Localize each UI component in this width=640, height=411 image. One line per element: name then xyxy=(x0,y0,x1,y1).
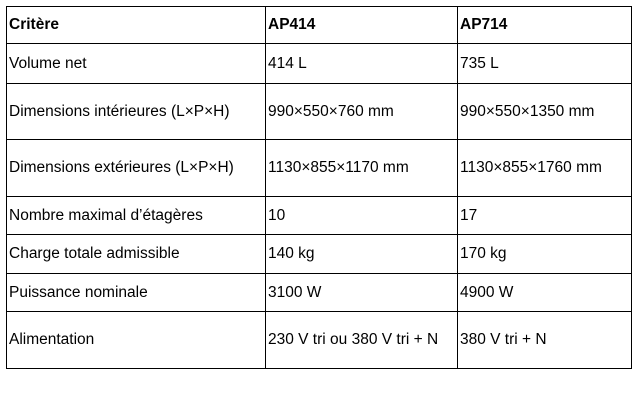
row-label: Dimensions intérieures (L×P×H) xyxy=(7,84,266,140)
row-label: Dimensions extérieures (L×P×H) xyxy=(7,140,266,197)
table-row xyxy=(7,197,632,235)
ap414-value: 10 xyxy=(266,197,458,235)
ap714-value: 735 L xyxy=(458,44,632,84)
ap414-value: 414 L xyxy=(266,44,458,84)
table-row xyxy=(7,84,632,140)
ap714-value: 990×550×1350 mm xyxy=(458,84,632,140)
ap414-value: 1130×855×1170 mm xyxy=(266,140,458,197)
table-row xyxy=(7,140,632,197)
ap414-value: 990×550×760 mm xyxy=(266,84,458,140)
row-label: Volume net xyxy=(7,44,266,84)
comparison-table xyxy=(6,6,632,369)
ap714-value: 4900 W xyxy=(458,274,632,312)
table-row xyxy=(7,44,632,84)
row-label: Puissance nominale xyxy=(7,274,266,312)
table-header-row xyxy=(7,7,632,44)
table-row xyxy=(7,312,632,369)
header-ap714: AP714 xyxy=(458,7,632,44)
row-label: Charge totale admissible xyxy=(7,235,266,274)
ap714-value: 17 xyxy=(458,197,632,235)
ap414-value: 3100 W xyxy=(266,274,458,312)
header-criterion: Critère xyxy=(7,7,266,44)
ap714-value: 170 kg xyxy=(458,235,632,274)
ap714-value: 380 V tri + N xyxy=(458,312,632,369)
row-label: Nombre maximal d’étagères xyxy=(7,197,266,235)
ap414-value: 140 kg xyxy=(266,235,458,274)
ap714-value: 1130×855×1760 mm xyxy=(458,140,632,197)
ap414-value: 230 V tri ou 380 V tri + N xyxy=(266,312,458,369)
header-ap414: AP414 xyxy=(266,7,458,44)
table-row xyxy=(7,235,632,274)
table-row xyxy=(7,274,632,312)
row-label: Alimentation xyxy=(7,312,266,369)
